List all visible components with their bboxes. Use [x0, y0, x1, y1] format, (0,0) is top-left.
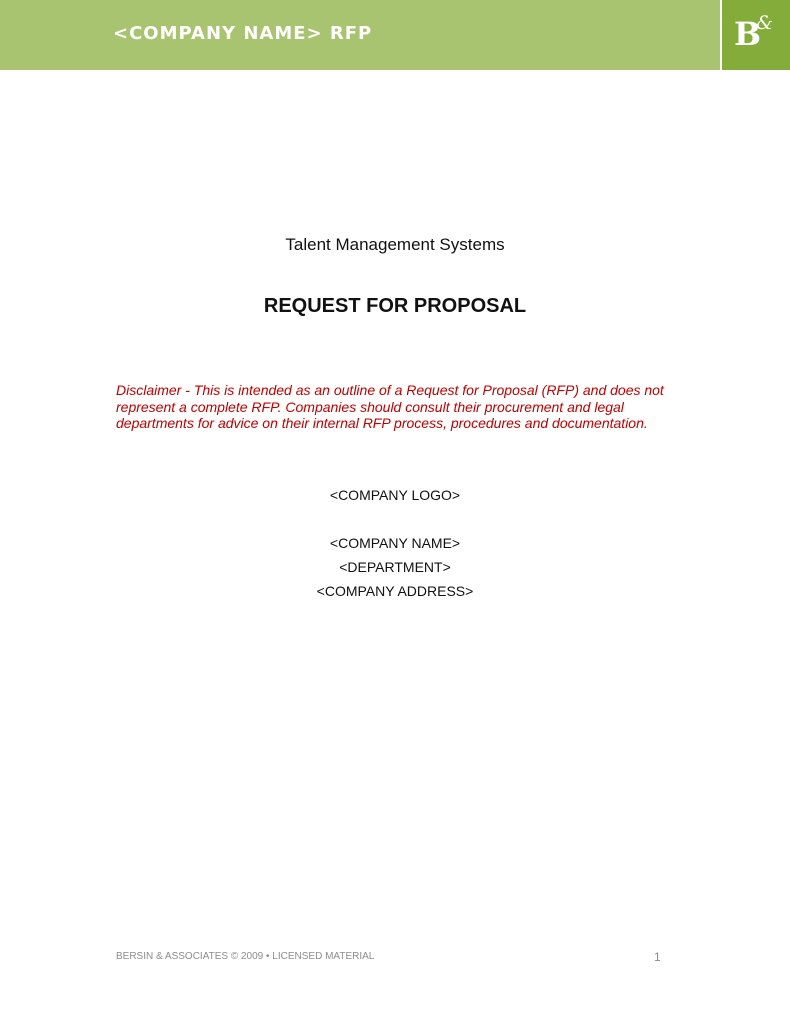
- header-title: <COMPANY NAME> RFP: [113, 23, 373, 44]
- department-placeholder: <DEPARTMENT>: [339, 559, 451, 575]
- logo-ampersand: &: [756, 12, 773, 34]
- document-title: REQUEST FOR PROPOSAL: [263, 295, 527, 317]
- page-number: 1: [654, 950, 661, 964]
- document-subtitle: Talent Management Systems: [285, 235, 505, 254]
- bersin-associates-logo: [722, 0, 790, 70]
- disclaimer-text: Disclaimer - This is intended as an outline of a Request for Proposal (RFP) and does not represent a complete RFP. Companies should consult their procurement and legal departments for advice on their internal RFP process, procedures and documentation.: [116, 382, 664, 431]
- footer-copyright: BERSIN & ASSOCIATES © 2009 • LICENSED MATERIAL: [116, 951, 375, 962]
- company-address-placeholder: <COMPANY ADDRESS>: [316, 583, 474, 599]
- company-name-placeholder: <COMPANY NAME>: [329, 535, 461, 551]
- logo-letter: B: [734, 15, 762, 53]
- header-band: [0, 0, 790, 70]
- company-logo-placeholder: <COMPANY LOGO>: [329, 487, 461, 503]
